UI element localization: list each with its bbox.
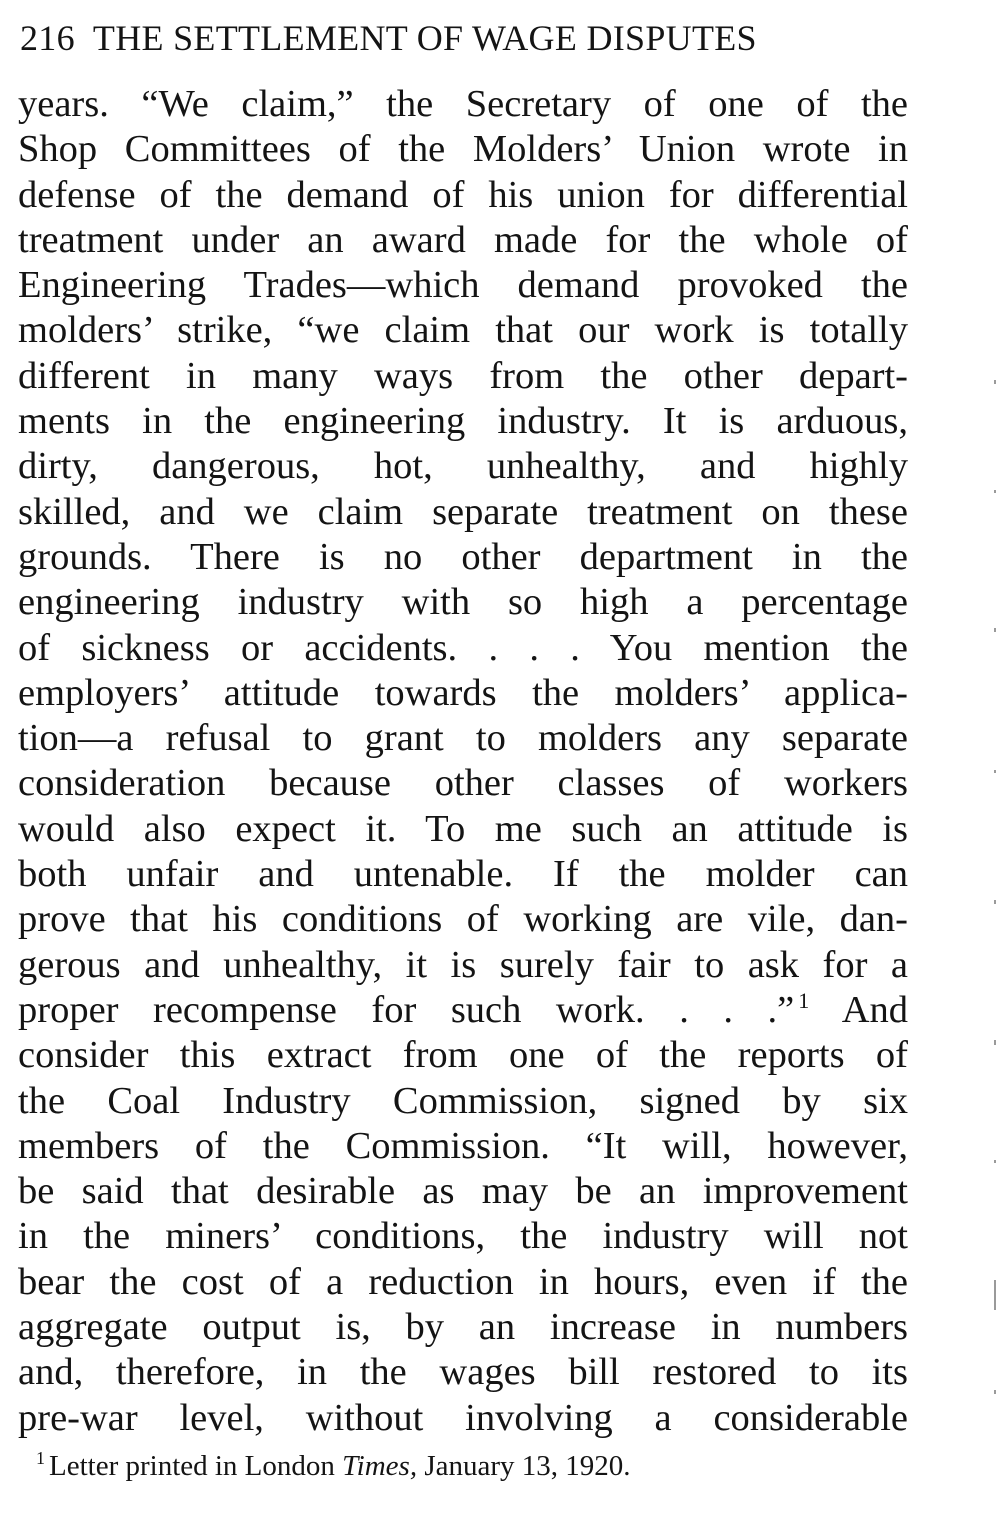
text-line: would also expect it. To me such an attitude is — [18, 807, 908, 850]
scan-speck — [994, 1280, 996, 1310]
text-line: consider this extract from one of the reports of — [18, 1034, 908, 1077]
running-head — [20, 14, 910, 62]
footnote-reference: 1 — [798, 988, 810, 1014]
text-line: consideration because other classes of workers — [18, 762, 908, 805]
line-text-after-ref: And — [841, 988, 908, 1031]
text-line: employers’ attitude towards the molders’ applica- — [18, 671, 908, 714]
scan-speck — [994, 628, 996, 632]
line-text-before-ref: proper recompense for such work. . . .” — [18, 988, 795, 1031]
text-line: members of the Commission. “It will, however, — [18, 1124, 908, 1167]
text-line: tion—a refusal to grant to molders any separate — [18, 717, 908, 760]
text-line: bear the cost of a reduction in hours, even if the — [18, 1260, 908, 1303]
text-line: treatment under an award made for the whole of — [18, 218, 908, 261]
text-line: prove that his conditions of working are vile, dan- — [18, 898, 908, 941]
footnote-italic-title: Times, — [342, 1450, 418, 1482]
text-line: gerous and unhealthy, it is surely fair to ask for a — [18, 943, 908, 986]
scan-margin-noise — [992, 380, 998, 1430]
text-line: molders’ strike, “we claim that our work is totally — [18, 309, 908, 352]
scan-speck — [994, 770, 996, 773]
scan-speck — [994, 380, 996, 384]
footnote-marker: 1 — [36, 1448, 45, 1469]
text-line: be said that desirable as may be an improvement — [18, 1170, 908, 1213]
text-line: years. “We claim,” the Secretary of one of the — [18, 83, 908, 125]
text-line: pre-war level, without involving a considerable — [18, 1396, 908, 1439]
running-title: THE SETTLEMENT OF WAGE DISPUTES — [92, 18, 757, 58]
text-line: aggregate output is, by an increase in numbers — [18, 1306, 908, 1349]
text-line: of sickness or accidents. . . . You mention the — [18, 626, 908, 669]
page-number: 216 — [20, 18, 75, 58]
text-line: ments in the engineering industry. It is arduous, — [18, 400, 908, 443]
text-line: dirty, dangerous, hot, unhealthy, and highly — [18, 445, 908, 488]
scan-speck — [994, 490, 996, 493]
text-line: the Coal Industry Commission, signed by six — [18, 1079, 908, 1122]
text-line-with-footnote-ref — [18, 988, 908, 1033]
scan-speck — [994, 1040, 996, 1045]
scan-speck — [994, 1390, 996, 1394]
text-line: Shop Committees of the Molders’ Union wrote in — [18, 128, 908, 171]
text-line: engineering industry with so high a percentage — [18, 581, 908, 624]
text-line: skilled, and we claim separate treatment on these — [18, 490, 908, 533]
text-line: defense of the demand of his union for differential — [18, 173, 908, 216]
footnote — [36, 1446, 896, 1486]
footnote-text-before: Letter printed in London — [49, 1450, 343, 1482]
text-line: grounds. There is no other department in the — [18, 535, 908, 578]
text-line: in the miners’ conditions, the industry will not — [18, 1215, 908, 1258]
text-line: Engineering Trades—which demand provoked the — [18, 264, 908, 307]
body-text — [18, 82, 908, 1441]
footnote-text-after: January 13, 1920. — [417, 1450, 631, 1482]
scan-speck — [994, 900, 996, 904]
text-line: and, therefore, in the wages bill restored to its — [18, 1351, 908, 1394]
text-line: both unfair and untenable. If the molder can — [18, 853, 908, 896]
text-line: different in many ways from the other depart- — [18, 354, 908, 397]
scan-speck — [994, 1160, 996, 1163]
